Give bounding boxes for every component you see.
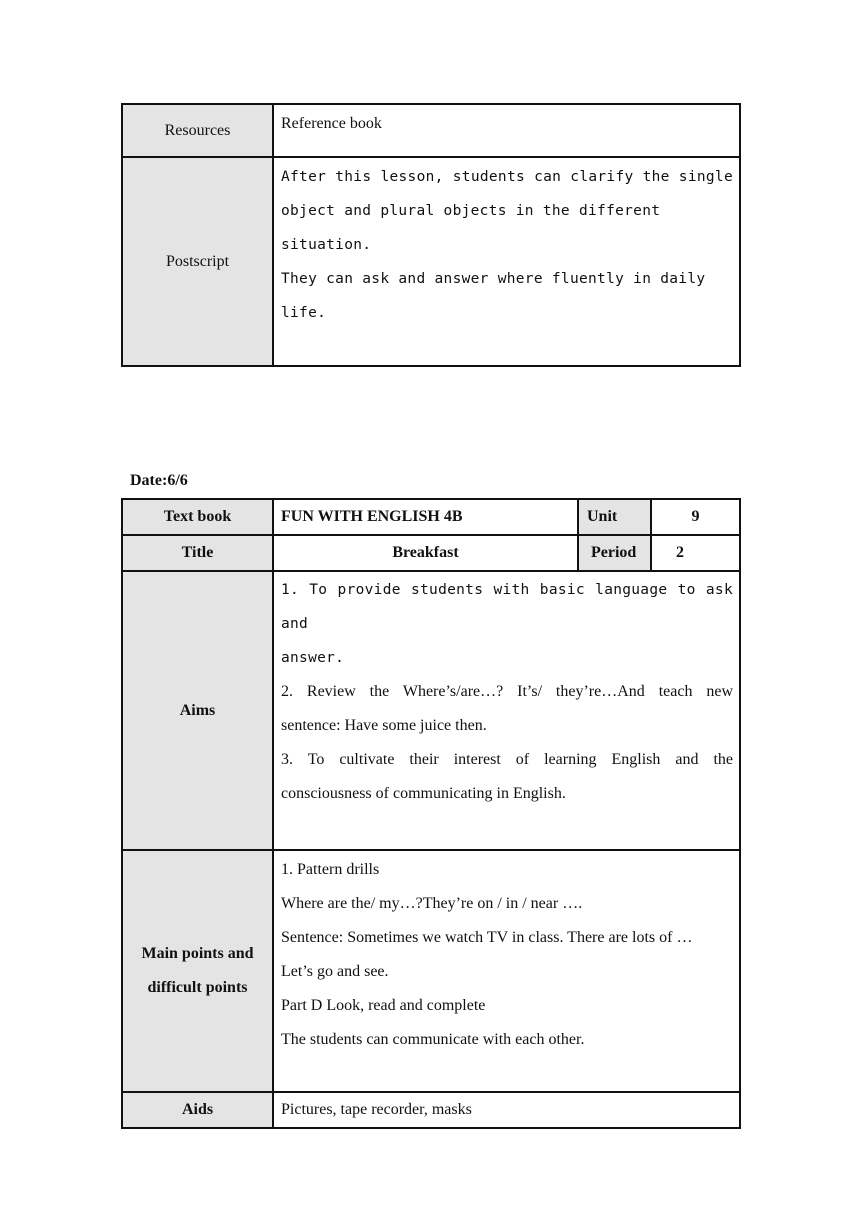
resources-value: Reference book <box>273 104 740 157</box>
resources-postscript-table <box>121 103 741 367</box>
main-points-label-line-2: difficult points <box>147 979 248 996</box>
unit-label: Unit <box>578 499 651 535</box>
lesson-plan-table <box>121 498 741 1129</box>
aids-value: Pictures, tape recorder, masks <box>273 1092 740 1128</box>
main-points-label-line-1: Main points and <box>141 945 254 962</box>
title-value: Breakfast <box>273 535 578 571</box>
main-points-line-4: Let’s go and see. <box>281 963 389 980</box>
postscript-line-3: They can ask and answer where fluently in daily life. <box>281 271 706 321</box>
aims-line-5: 3. To cultivate their interest of learning English and the <box>281 751 733 768</box>
postscript-line-1: After this lesson, students can clarify the single <box>281 169 733 185</box>
aims-line-4: sentence: Have some juice then. <box>281 717 487 734</box>
main-points-line-3: Sentence: Sometimes we watch TV in class. There are lots of … <box>281 929 693 946</box>
aims-label: Aims <box>122 571 273 850</box>
postscript-label: Postscript <box>122 157 273 366</box>
aims-line-3: 2. Review the Where’s/are…? It’s/ they’re…And teach new <box>281 683 733 700</box>
main-points-line-2: Where are the/ my…?They’re on / in / near …. <box>281 895 583 912</box>
main-points-value <box>273 850 740 1092</box>
title-label: Title <box>122 535 273 571</box>
main-points-line-1: 1. Pattern drills <box>281 861 380 878</box>
resources-label: Resources <box>122 104 273 157</box>
aims-line-6: consciousness of communicating in English. <box>281 785 566 802</box>
aims-line-1: 1. To provide students with basic language to ask and <box>281 582 733 632</box>
date-label: Date:6/6 <box>130 472 188 489</box>
aids-label: Aids <box>122 1092 273 1128</box>
period-label: Period <box>578 535 651 571</box>
aims-value <box>273 571 740 850</box>
period-value: 2 <box>651 535 740 571</box>
textbook-label: Text book <box>122 499 273 535</box>
main-points-label <box>122 850 273 1092</box>
unit-value: 9 <box>651 499 740 535</box>
main-points-line-6: The students can communicate with each other. <box>281 1031 585 1048</box>
postscript-line-2: object and plural objects in the different situation. <box>281 203 661 253</box>
main-points-line-5: Part D Look, read and complete <box>281 997 486 1014</box>
aims-line-2: answer. <box>281 650 345 666</box>
textbook-value: FUN WITH ENGLISH 4B <box>273 499 578 535</box>
postscript-value <box>273 157 740 366</box>
